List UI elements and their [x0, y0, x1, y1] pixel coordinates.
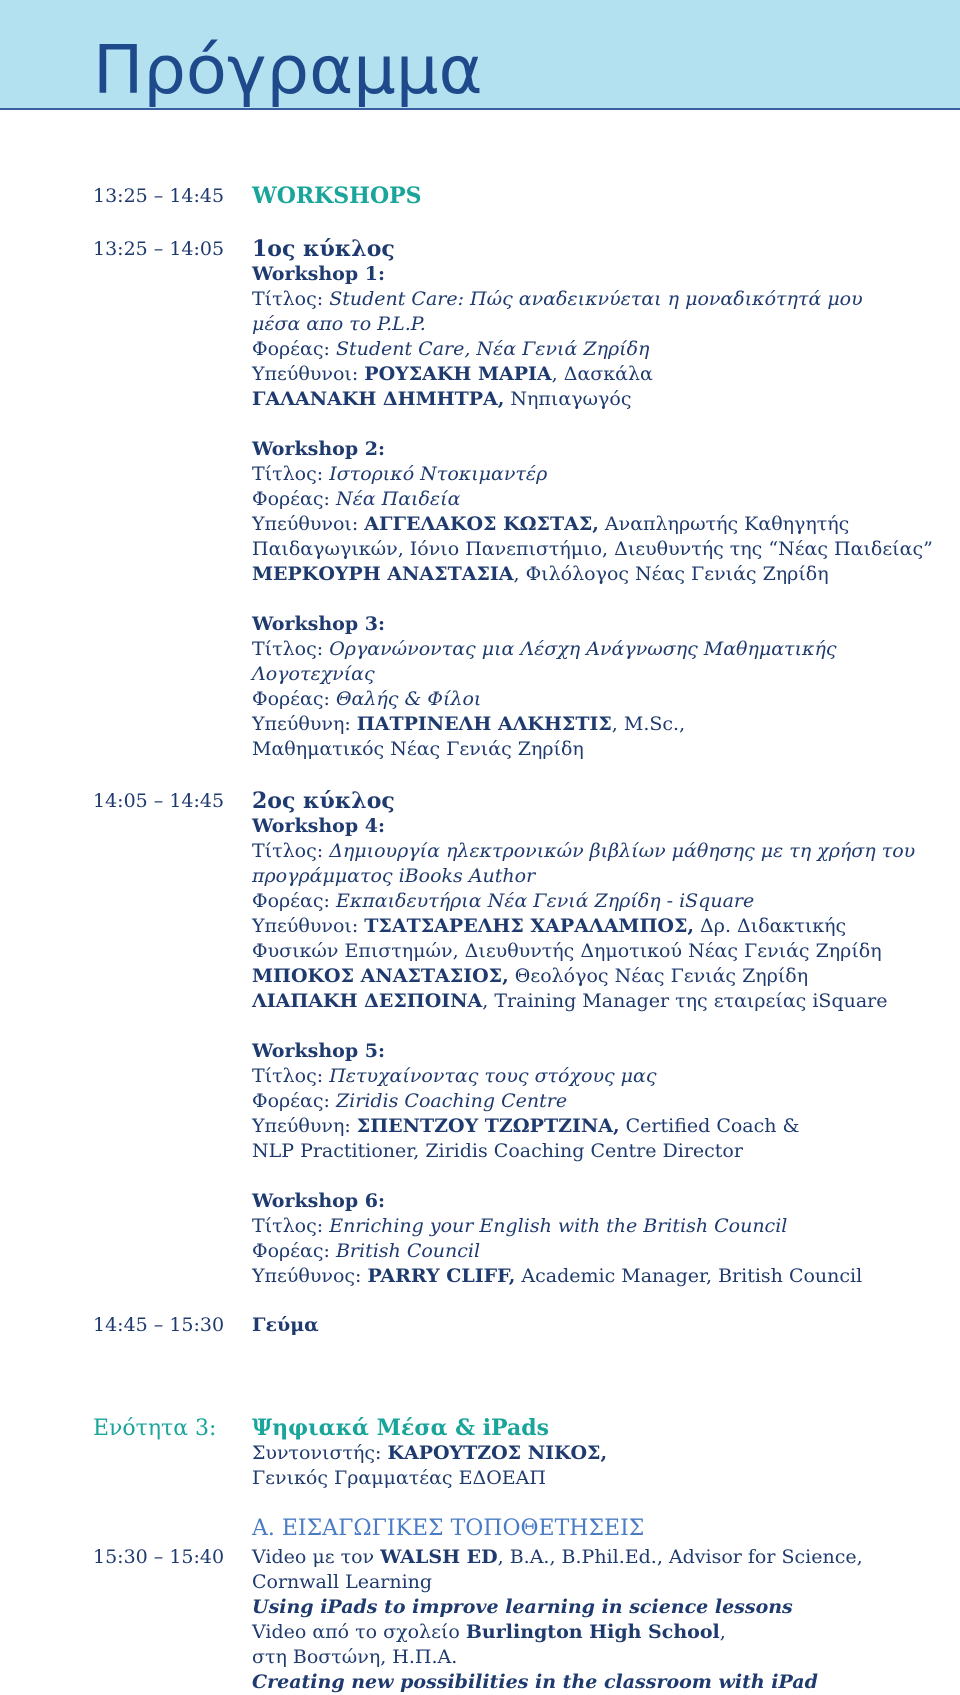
time-label: 13:25 – 14:05: [93, 238, 225, 260]
page-title: Πρόγραμμα: [93, 31, 483, 109]
person-role: Αναπληρωτής Καθηγητής: [598, 513, 850, 535]
person-role: , Φιλόλογος Νέας Γενιάς Ζηρίδη: [513, 563, 829, 585]
section3-title: Ψηφιακά Μέσα & iPads: [252, 1415, 550, 1441]
title-prefix: Τίτλος:: [252, 463, 330, 485]
talk-suffix: ,: [719, 1621, 726, 1643]
workshop1-title: Student Care: Πώς αναδεικνύεται η μοναδικότητά μου: [329, 288, 863, 310]
resp-prefix: Υπεύθυνη:: [252, 713, 357, 735]
workshop2-title: Ιστορικό Ντοκιμαντέρ: [329, 463, 548, 485]
person-role: , B.A., B.Phil.Ed., Advisor for Science,: [497, 1546, 863, 1568]
workshop2-label: Workshop 2:: [252, 438, 385, 460]
workshop5-label: Workshop 5:: [252, 1040, 385, 1062]
coord-prefix: Συντονιστής:: [252, 1442, 388, 1464]
cycle2-title: 2ος κύκλος: [252, 788, 395, 814]
person-role-cont: Φυσικών Επιστημών, Διευθυντής Δημοτικού Νέας Γενιάς Ζηρίδη: [252, 940, 882, 962]
org-prefix: Φορέας:: [252, 1240, 336, 1262]
workshop4-org: Εκπαιδευτήρια Νέα Γενιά Ζηρίδη - iSquare: [335, 890, 755, 912]
workshop5-org: Ziridis Coaching Centre: [335, 1090, 568, 1112]
workshop6-title: Enriching your English with the British Council: [329, 1215, 788, 1237]
person-name: ΚΑΡΟΥΤΖΟΣ ΝΙΚΟΣ,: [387, 1442, 608, 1464]
time-label: 14:45 – 15:30: [93, 1314, 225, 1336]
person-name: WALSH ED: [380, 1546, 498, 1568]
resp-prefix: Υπεύθυνη:: [252, 1115, 357, 1137]
person-role: Academic Manager, British Council: [515, 1265, 863, 1287]
talk-prefix: Video από το σχολείο: [252, 1621, 466, 1643]
workshop3-label: Workshop 3:: [252, 613, 385, 635]
person-name: ΛΙΑΠΑΚΗ ΔΕΣΠΟΙΝΑ: [252, 990, 483, 1012]
talk-title: Creating new possibilities in the classroom with iPad: [252, 1671, 818, 1693]
workshop3-title-cont: Λογοτεχνίας: [252, 663, 375, 685]
workshop6-org: British Council: [335, 1240, 481, 1262]
workshop1-label: Workshop 1:: [252, 263, 385, 285]
resp-prefix: Υπεύθυνοι:: [252, 513, 365, 535]
person-role: Δρ. Διδακτικής: [694, 915, 847, 937]
person-name: PARRY CLIFF,: [367, 1265, 516, 1287]
person-role: , Δασκάλα: [551, 363, 653, 385]
person-name: ΣΠΕΝΤΖΟΥ ΤΖΩΡΤΖΙΝΑ,: [356, 1115, 620, 1137]
person-role: , M.Sc.,: [611, 713, 686, 735]
section3-subheading: Α. ΕΙΣΑΓΩΓΙΚΕΣ ΤΟΠΟΘΕΤΗΣΕΙΣ: [252, 1516, 645, 1541]
workshops-heading: WORKSHOPS: [252, 183, 422, 209]
org-prefix: Φορέας:: [252, 688, 336, 710]
org-prefix: Φορέας:: [252, 488, 336, 510]
section3-label: Ενότητα 3:: [93, 1416, 217, 1441]
person-role: , Training Manager της εταιρείας iSquare: [482, 990, 888, 1012]
cycle1-title: 1ος κύκλος: [252, 236, 395, 262]
org-prefix: Φορέας:: [252, 1090, 336, 1112]
person-role-cont: Cornwall Learning: [252, 1571, 433, 1593]
person-name: ΡΟΥΣΑΚΗ ΜΑΡΙΑ: [364, 363, 552, 385]
workshop4-title-cont: προγράμματος iBooks Author: [252, 865, 536, 887]
workshop4-label: Workshop 4:: [252, 815, 385, 837]
person-role-cont: Μαθηματικός Νέας Γενιάς Ζηρίδη: [252, 738, 584, 760]
person-role-cont: NLP Practitioner, Ziridis Coaching Centre Director: [252, 1140, 743, 1162]
workshop3-org: Θαλής & Φίλοι: [335, 688, 482, 710]
person-name: ΑΓΓΕΛΑΚΟΣ ΚΩΣΤΑΣ,: [364, 513, 599, 535]
talk-prefix: Video με τον: [252, 1546, 381, 1568]
page-header: [0, 0, 960, 110]
person-role: Γενικός Γραμματέας ΕΔΟΕΑΠ: [252, 1467, 546, 1489]
school-name: Burlington High School: [465, 1621, 720, 1643]
resp-prefix: Υπεύθυνοι:: [252, 363, 365, 385]
lunch-title: Γεύμα: [252, 1314, 319, 1336]
workshop2-org: Νέα Παιδεία: [335, 488, 461, 510]
title-prefix: Τίτλος:: [252, 288, 330, 310]
person-role: Θεολόγος Νέας Γενιάς Ζηρίδη: [508, 965, 809, 987]
person-name: ΜΠΟΚΟΣ ΑΝΑΣΤΑΣΙΟΣ,: [252, 965, 509, 987]
workshop5-title: Πετυχαίνοντας τους στόχους μας: [329, 1065, 657, 1087]
title-prefix: Τίτλος:: [252, 1215, 330, 1237]
resp-prefix: Υπεύθυνοι:: [252, 915, 365, 937]
workshop1-title-cont: μέσα απο το P.L.P.: [252, 313, 426, 335]
talk-title: Using iPads to improve learning in science lessons: [252, 1596, 793, 1618]
title-prefix: Τίτλος:: [252, 638, 330, 660]
person-role-cont: Παιδαγωγικών, Ιόνιο Πανεπιστήμιο, Διευθυντής της “Νέας Παιδείας”: [252, 538, 933, 560]
person-name: ΠΑΤΡΙΝΕΛΗ ΑΛΚΗΣΤΙΣ: [356, 713, 612, 735]
workshop6-label: Workshop 6:: [252, 1190, 385, 1212]
location-text: στη Βοστώνη, Η.Π.Α.: [252, 1646, 458, 1668]
workshop4-title: Δημιουργία ηλεκτρονικών βιβλίων μάθησης με τη χρήση του: [329, 840, 916, 862]
time-label: 13:25 – 14:45: [93, 185, 225, 207]
title-prefix: Τίτλος:: [252, 840, 330, 862]
resp-prefix: Υπεύθυνος:: [252, 1265, 368, 1287]
title-prefix: Τίτλος:: [252, 1065, 330, 1087]
time-label: 14:05 – 14:45: [93, 790, 225, 812]
org-prefix: Φορέας:: [252, 338, 336, 360]
person-name: ΜΕΡΚΟΥΡΗ ΑΝΑΣΤΑΣΙΑ: [252, 563, 514, 585]
time-label: 15:30 – 15:40: [93, 1546, 225, 1568]
person-name: ΤΣΑΤΣΑΡΕΛΗΣ ΧΑΡΑΛΑΜΠΟΣ,: [364, 915, 695, 937]
org-prefix: Φορέας:: [252, 890, 336, 912]
workshop3-title: Οργανώνοντας μια Λέσχη Ανάγνωσης Μαθηματικής: [329, 638, 837, 660]
person-name: ΓΑΛΑΝΑΚΗ ΔΗΜΗΤΡΑ,: [252, 388, 505, 410]
person-role: Certified Coach &: [619, 1115, 800, 1137]
person-role: Νηπιαγωγός: [504, 388, 632, 410]
workshop1-org: Student Care, Νέα Γενιά Ζηρίδη: [335, 338, 650, 360]
